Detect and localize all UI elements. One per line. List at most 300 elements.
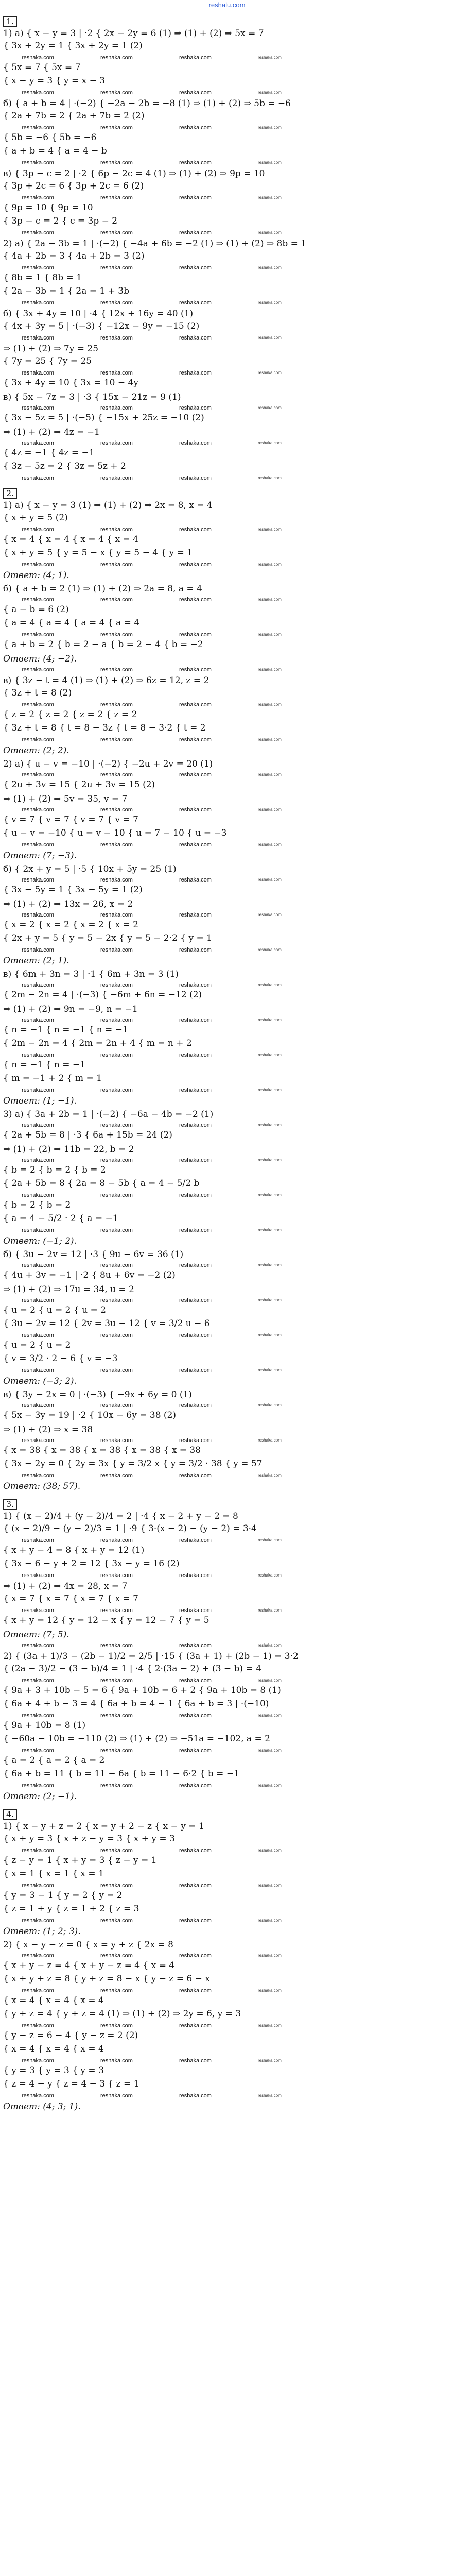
watermark-text: reshaka.com bbox=[257, 807, 282, 812]
watermark-text: reshaka.com bbox=[257, 1848, 282, 1853]
solution-line: { z − y = 1 { x + y = 3 { z − y = 1 bbox=[3, 1855, 157, 1866]
watermark-row bbox=[3, 946, 451, 954]
watermark-text: reshaka.com bbox=[179, 440, 212, 446]
solution-line: { 3x − 2y = 0 { 2y = 3x { y = 3/2 x { y = 3/2 · 38 { y = 57 bbox=[3, 1459, 263, 1469]
watermark-text: reshaka.com bbox=[179, 2058, 212, 2064]
watermark-text: reshaka.com bbox=[257, 1158, 282, 1162]
watermark-text: reshaka.com bbox=[22, 2058, 54, 2064]
watermark-row bbox=[3, 124, 451, 132]
solution-line: { y − z = 6 − 4 { y − z = 2 (2) bbox=[3, 2030, 138, 2041]
watermark-text: reshaka.com bbox=[179, 702, 212, 708]
solution-line: ⇒ (1) + (2) ⇒ 17u = 34, u = 2 bbox=[3, 1284, 134, 1295]
site-name[interactable]: reshalu.com bbox=[208, 1, 246, 9]
solution-line: { 3x + 4y = 10 { 3x = 10 − 4y bbox=[3, 378, 138, 388]
watermark-text: reshaka.com bbox=[257, 737, 282, 742]
watermark-row bbox=[3, 981, 451, 989]
watermark-row bbox=[3, 736, 451, 744]
watermark-text: reshaka.com bbox=[100, 55, 133, 61]
watermark-text: reshaka.com bbox=[100, 1437, 133, 1444]
watermark-text: reshaka.com bbox=[257, 632, 282, 637]
exercise-section bbox=[3, 488, 451, 1493]
watermark-text: reshaka.com bbox=[22, 125, 54, 131]
watermark-row bbox=[3, 159, 451, 167]
watermark-text: reshaka.com bbox=[257, 370, 282, 375]
watermark-text: reshaka.com bbox=[257, 562, 282, 567]
watermark-text: reshaka.com bbox=[22, 1748, 54, 1754]
watermark-text: reshaka.com bbox=[179, 1192, 212, 1198]
watermark-text: reshaka.com bbox=[22, 370, 54, 376]
watermark-text: reshaka.com bbox=[257, 667, 282, 672]
watermark-text: reshaka.com bbox=[179, 1017, 212, 1023]
watermark-text: reshaka.com bbox=[22, 667, 54, 673]
watermark-row bbox=[3, 1296, 451, 1304]
solution-line: в) { 3y − 2x = 0 | ·(−3) { −9x + 6y = 0 (1) bbox=[3, 1389, 192, 1400]
watermark-text: reshaka.com bbox=[22, 1332, 54, 1338]
watermark-text: reshaka.com bbox=[100, 2093, 133, 2099]
watermark-text: reshaka.com bbox=[257, 702, 282, 707]
watermark-text: reshaka.com bbox=[100, 1607, 133, 1614]
watermark-text: reshaka.com bbox=[100, 1297, 133, 1303]
watermark-text: reshaka.com bbox=[179, 1332, 212, 1338]
watermark-text: reshaka.com bbox=[257, 1298, 282, 1302]
watermark-text: reshaka.com bbox=[179, 1918, 212, 1924]
watermark-text: reshaka.com bbox=[257, 1333, 282, 1337]
watermark-text: reshaka.com bbox=[22, 1848, 54, 1854]
watermark-text: reshaka.com bbox=[257, 947, 282, 952]
watermark-text: reshaka.com bbox=[257, 597, 282, 602]
solution-line: { m = −1 + 2 { m = 1 bbox=[3, 1073, 102, 1083]
solution-line: { 9a + 3 + 10b − 5 = 6 { 9a + 10b = 6 + 2 { 9a + 10b = 8 (1) bbox=[3, 1685, 281, 1696]
solution-line: { 2a + 5b = 8 { 2a = 8 − 5b { a = 4 − 5/2 b bbox=[3, 1178, 200, 1189]
watermark-text: reshaka.com bbox=[100, 440, 133, 446]
watermark-row bbox=[3, 1747, 451, 1755]
watermark-text: reshaka.com bbox=[179, 982, 212, 988]
watermark-text: reshaka.com bbox=[179, 1713, 212, 1719]
watermark-text: reshaka.com bbox=[179, 1227, 212, 1233]
solution-line: { a = 2 { a = 2 { a = 2 bbox=[3, 1755, 105, 1766]
watermark-row bbox=[3, 1086, 451, 1094]
watermark-text: reshaka.com bbox=[22, 2093, 54, 2099]
solution-line: ⇒ (1) + (2) ⇒ 4z = −1 bbox=[3, 427, 100, 437]
solution-line: 2) a) { u − v = −10 | ·(−2) { −2u + 2v = 20 (1) bbox=[3, 759, 213, 769]
solution-line: { 2a − 3b = 1 { 2a = 1 + 3b bbox=[3, 286, 129, 296]
watermark-row bbox=[3, 1536, 451, 1545]
exercise-number: 2. bbox=[3, 488, 17, 499]
answer-line: Ответ: (38; 57). bbox=[3, 1481, 81, 1492]
watermark-row bbox=[3, 1641, 451, 1650]
watermark-text: reshaka.com bbox=[179, 2023, 212, 2029]
watermark-text: reshaka.com bbox=[100, 912, 133, 918]
watermark-text: reshaka.com bbox=[22, 1607, 54, 1614]
solution-line: в) { 6m + 3n = 3 | ·1 { 6m + 3n = 3 (1) bbox=[3, 969, 179, 979]
watermark-text: reshaka.com bbox=[257, 300, 282, 305]
watermark-text: reshaka.com bbox=[179, 1677, 212, 1684]
site-header bbox=[0, 0, 454, 12]
watermark-text: reshaka.com bbox=[22, 1122, 54, 1128]
solution-line: в) { 3p − c = 2 | ·2 { 6p − 2c = 4 (1) ⇒ (1) + (2) ⇒ 9p = 10 bbox=[3, 168, 265, 179]
exercise-number: 1. bbox=[3, 16, 17, 27]
solution-line: { 3p − c = 2 { c = 3p − 2 bbox=[3, 216, 118, 226]
watermark-text: reshaka.com bbox=[22, 1297, 54, 1303]
watermark-text: reshaka.com bbox=[257, 527, 282, 532]
watermark-text: reshaka.com bbox=[179, 807, 212, 813]
watermark-row bbox=[3, 1366, 451, 1375]
watermark-text: reshaka.com bbox=[179, 335, 212, 341]
solution-line: { 3p + 2c = 6 { 3p + 2c = 6 (2) bbox=[3, 181, 144, 191]
solution-line: { 2x + y = 5 { y = 5 − 2x { y = 5 − 2·2 { y = 1 bbox=[3, 933, 212, 943]
solution-line: 1) a) { x − y = 3 (1) ⇒ (1) + (2) ⇒ 2x = 8, x = 4 bbox=[3, 500, 213, 511]
watermark-row bbox=[3, 1016, 451, 1024]
solution-line: { x + y = 5 { y = 5 − x { y = 5 − 4 { y = 1 bbox=[3, 548, 193, 558]
watermark-text: reshaka.com bbox=[22, 1918, 54, 1924]
watermark-text: reshaka.com bbox=[257, 1538, 282, 1543]
answer-line: Ответ: (4; 1). bbox=[3, 570, 69, 581]
answer-line: Ответ: (1; −1). bbox=[3, 1096, 77, 1106]
watermark-text: reshaka.com bbox=[22, 1783, 54, 1789]
watermark-row bbox=[3, 1987, 451, 1995]
solution-line: { 3x − 6 − y + 2 = 12 { 3x − y = 16 (2) bbox=[3, 1558, 180, 1569]
solution-line: { x + y = 12 { y = 12 − x { y = 12 − 7 { y = 5 bbox=[3, 1615, 209, 1625]
exercise-section bbox=[3, 1499, 451, 1803]
solution-line: { y = 3 − 1 { y = 2 { y = 2 bbox=[3, 1890, 123, 1901]
watermark-text: reshaka.com bbox=[179, 1052, 212, 1058]
solution-line: ⇒ (1) + (2) ⇒ 11b = 22, b = 2 bbox=[3, 1144, 134, 1155]
watermark-text: reshaka.com bbox=[100, 2058, 133, 2064]
watermark-text: reshaka.com bbox=[179, 160, 212, 166]
watermark-text: reshaka.com bbox=[179, 370, 212, 376]
watermark-row bbox=[3, 771, 451, 779]
watermark-row bbox=[3, 1952, 451, 1960]
watermark-text: reshaka.com bbox=[257, 405, 282, 410]
watermark-text: reshaka.com bbox=[179, 1848, 212, 1854]
watermark-text: reshaka.com bbox=[22, 737, 54, 743]
watermark-text: reshaka.com bbox=[179, 300, 212, 306]
watermark-text: reshaka.com bbox=[22, 1537, 54, 1544]
answer-line: Ответ: (2; −1). bbox=[3, 1791, 77, 1802]
solution-line: 1) { x − y + z = 2 { x = y + 2 − z { x − y = 1 bbox=[3, 1821, 204, 1832]
watermark-row bbox=[3, 806, 451, 814]
watermark-row bbox=[3, 1782, 451, 1790]
watermark-text: reshaka.com bbox=[100, 1848, 133, 1854]
watermark-row bbox=[3, 1571, 451, 1580]
watermark-row bbox=[3, 194, 451, 202]
watermark-text: reshaka.com bbox=[257, 877, 282, 882]
solution-line: { a + b = 2 { b = 2 − a { b = 2 − 4 { b = −2 bbox=[3, 639, 203, 650]
watermark-text: reshaka.com bbox=[257, 982, 282, 987]
watermark-row bbox=[3, 911, 451, 919]
watermark-text: reshaka.com bbox=[179, 527, 212, 533]
answer-line: Ответ: (4; 3; 1). bbox=[3, 2102, 81, 2112]
solution-line: { u − v = −10 { u = v − 10 { u = 7 − 10 { u = −3 bbox=[3, 828, 227, 838]
watermark-text: reshaka.com bbox=[22, 1157, 54, 1163]
watermark-text: reshaka.com bbox=[179, 1748, 212, 1754]
watermark-text: reshaka.com bbox=[100, 1713, 133, 1719]
watermark-text: reshaka.com bbox=[100, 335, 133, 341]
watermark-text: reshaka.com bbox=[22, 300, 54, 306]
watermark-text: reshaka.com bbox=[22, 877, 54, 883]
watermark-row bbox=[3, 1121, 451, 1129]
watermark-text: reshaka.com bbox=[100, 160, 133, 166]
watermark-row bbox=[3, 1846, 451, 1855]
watermark-text: reshaka.com bbox=[179, 230, 212, 236]
solution-line: 2) { x − y − z = 0 { x = y + z { 2x = 8 bbox=[3, 1940, 173, 1950]
watermark-row bbox=[3, 1471, 451, 1480]
watermark-text: reshaka.com bbox=[100, 405, 133, 411]
watermark-text: reshaka.com bbox=[257, 2058, 282, 2063]
exercise-number: 3. bbox=[3, 1499, 17, 1510]
solution-line: { −60a − 10b = −110 (2) ⇒ (1) + (2) ⇒ −51a = −102, a = 2 bbox=[3, 1734, 270, 1744]
solution-line: ⇒ (1) + (2) ⇒ 7y = 25 bbox=[3, 344, 99, 354]
watermark-text: reshaka.com bbox=[22, 1437, 54, 1444]
watermark-text: reshaka.com bbox=[22, 1262, 54, 1268]
watermark-text: reshaka.com bbox=[100, 90, 133, 96]
watermark-text: reshaka.com bbox=[100, 1883, 133, 1889]
watermark-row bbox=[3, 1401, 451, 1410]
solution-line: { 8b = 1 { 8b = 1 bbox=[3, 273, 82, 283]
watermark-text: reshaka.com bbox=[179, 877, 212, 883]
watermark-text: reshaka.com bbox=[100, 877, 133, 883]
solution-line: { 4u + 3v = −1 | ·2 { 8u + 6v = −2 (2) bbox=[3, 1270, 176, 1280]
solution-line: { 3x + 2y = 1 { 3x + 2y = 1 (2) bbox=[3, 41, 143, 51]
watermark-text: reshaka.com bbox=[257, 90, 282, 95]
watermark-text: reshaka.com bbox=[100, 125, 133, 131]
solution-line: ⇒ (1) + (2) ⇒ 13x = 26, x = 2 bbox=[3, 899, 133, 909]
watermark-text: reshaka.com bbox=[179, 265, 212, 271]
watermark-text: reshaka.com bbox=[179, 947, 212, 953]
solution-line: { x = 4 { x = 4 { x = 4 bbox=[3, 2044, 104, 2054]
watermark-text: reshaka.com bbox=[100, 982, 133, 988]
watermark-text: reshaka.com bbox=[22, 1402, 54, 1409]
solution-line: { 2a + 5b = 8 | ·3 { 6a + 15b = 24 (2) bbox=[3, 1130, 172, 1140]
watermark-text: reshaka.com bbox=[179, 475, 212, 481]
watermark-text: reshaka.com bbox=[22, 1713, 54, 1719]
watermark-row bbox=[3, 1051, 451, 1059]
solution-line: { v = 7 { v = 7 { v = 7 { v = 7 bbox=[3, 815, 138, 825]
solution-line: б) { a + b = 2 (1) ⇒ (1) + (2) ⇒ 2a = 8, a = 4 bbox=[3, 584, 202, 594]
watermark-text: reshaka.com bbox=[100, 1017, 133, 1023]
watermark-text: reshaka.com bbox=[100, 1918, 133, 1924]
watermark-text: reshaka.com bbox=[22, 982, 54, 988]
watermark-text: reshaka.com bbox=[179, 1607, 212, 1614]
watermark-text: reshaka.com bbox=[22, 842, 54, 848]
watermark-text: reshaka.com bbox=[179, 1122, 212, 1128]
watermark-text: reshaka.com bbox=[179, 125, 212, 131]
watermark-row bbox=[3, 596, 451, 604]
watermark-text: reshaka.com bbox=[100, 807, 133, 813]
watermark-text: reshaka.com bbox=[100, 1157, 133, 1163]
answer-line: Ответ: (2; 1). bbox=[3, 956, 69, 966]
watermark-row bbox=[3, 1191, 451, 1199]
watermark-row bbox=[3, 841, 451, 849]
watermark-text: reshaka.com bbox=[100, 1642, 133, 1649]
watermark-text: reshaka.com bbox=[22, 90, 54, 96]
solution-line: в) { 3z − t = 4 (1) ⇒ (1) + (2) ⇒ 6z = 12, z = 2 bbox=[3, 675, 209, 686]
solution-line: { 4a + 2b = 3 { 4a + 2b = 3 (2) bbox=[3, 251, 145, 261]
solution-line: { 2m − 2n = 4 { 2m = 2n + 4 { m = n + 2 bbox=[3, 1038, 192, 1048]
watermark-text: reshaka.com bbox=[100, 230, 133, 236]
watermark-text: reshaka.com bbox=[100, 527, 133, 533]
solution-line: { b = 2 { b = 2 bbox=[3, 1200, 71, 1210]
watermark-text: reshaka.com bbox=[22, 405, 54, 411]
watermark-text: reshaka.com bbox=[257, 195, 282, 200]
watermark-text: reshaka.com bbox=[257, 1783, 282, 1788]
watermark-text: reshaka.com bbox=[100, 370, 133, 376]
answer-line: Ответ: (2; 2). bbox=[3, 745, 69, 756]
solution-line: { 3z − 5z = 2 { 3z = 5z + 2 bbox=[3, 461, 126, 471]
watermark-text: reshaka.com bbox=[257, 842, 282, 847]
watermark-text: reshaka.com bbox=[257, 230, 282, 235]
watermark-text: reshaka.com bbox=[100, 300, 133, 306]
watermark-text: reshaka.com bbox=[100, 1953, 133, 1959]
solution-line: { 3u − 2v = 12 { 2v = 3u − 12 { v = 3/2 u − 6 bbox=[3, 1318, 210, 1329]
watermark-text: reshaka.com bbox=[257, 1018, 282, 1022]
watermark-text: reshaka.com bbox=[22, 230, 54, 236]
watermark-row bbox=[3, 666, 451, 674]
solution-line: в) { 5x − 7z = 3 | ·3 { 15x − 21z = 9 (1) bbox=[3, 392, 181, 402]
watermark-text: reshaka.com bbox=[179, 1883, 212, 1889]
watermark-text: reshaka.com bbox=[257, 2023, 282, 2028]
answer-line: Ответ: (−1; 2). bbox=[3, 1236, 77, 1246]
watermark-text: reshaka.com bbox=[22, 160, 54, 166]
solution-line: 2) { (3a + 1)/3 − (2b − 1)/2 = 2/5 | ·15 { (3a + 1) + (2b − 1) = 3·2 bbox=[3, 1651, 299, 1662]
solution-line: { 4x + 3y = 5 | ·(−3) { −12x − 9y = −15 (2) bbox=[3, 321, 200, 331]
watermark-text: reshaka.com bbox=[100, 475, 133, 481]
watermark-text: reshaka.com bbox=[22, 475, 54, 481]
watermark-row bbox=[3, 2057, 451, 2065]
watermark-text: reshaka.com bbox=[100, 1227, 133, 1233]
watermark-text: reshaka.com bbox=[257, 1918, 282, 1923]
watermark-text: reshaka.com bbox=[257, 1643, 282, 1648]
watermark-text: reshaka.com bbox=[257, 2093, 282, 2098]
solution-line: { 5x − 3y = 19 | ·2 { 10x − 6y = 38 (2) bbox=[3, 1410, 177, 1420]
watermark-text: reshaka.com bbox=[100, 632, 133, 638]
watermark-text: reshaka.com bbox=[100, 667, 133, 673]
solution-line: { 9a + 10b = 8 (1) bbox=[3, 1720, 86, 1731]
answer-line: Ответ: (1; 2; 3). bbox=[3, 1926, 81, 1937]
watermark-text: reshaka.com bbox=[257, 160, 282, 165]
watermark-text: reshaka.com bbox=[257, 1748, 282, 1753]
watermark-text: reshaka.com bbox=[257, 55, 282, 60]
watermark-row bbox=[3, 334, 451, 342]
watermark-text: reshaka.com bbox=[22, 1087, 54, 1093]
watermark-text: reshaka.com bbox=[22, 265, 54, 271]
watermark-text: reshaka.com bbox=[257, 1883, 282, 1888]
watermark-text: reshaka.com bbox=[100, 842, 133, 848]
watermark-text: reshaka.com bbox=[179, 667, 212, 673]
watermark-text: reshaka.com bbox=[100, 562, 133, 568]
watermark-text: reshaka.com bbox=[179, 1988, 212, 1994]
watermark-text: reshaka.com bbox=[257, 1988, 282, 1993]
solution-line: { 3x − 5z = 5 | ·(−5) { −15x + 25z = −10 (2) bbox=[3, 413, 204, 423]
watermark-row bbox=[3, 439, 451, 447]
watermark-text: reshaka.com bbox=[257, 476, 282, 480]
watermark-text: reshaka.com bbox=[22, 772, 54, 778]
solution-line: { n = −1 { n = −1 { n = −1 bbox=[3, 1025, 128, 1035]
answer-line: Ответ: (−3; 2). bbox=[3, 1376, 77, 1386]
exercise-section bbox=[3, 16, 451, 482]
solution-line: { x − y = 3 { y = x − 3 bbox=[3, 76, 106, 86]
watermark-text: reshaka.com bbox=[257, 1123, 282, 1127]
solution-line: { 4z = −1 { 4z = −1 bbox=[3, 448, 95, 458]
watermark-text: reshaka.com bbox=[22, 1677, 54, 1684]
answer-line: Ответ: (7; 5). bbox=[3, 1630, 69, 1640]
watermark-text: reshaka.com bbox=[22, 1052, 54, 1058]
solution-line: { b = 2 { b = 2 { b = 2 bbox=[3, 1165, 106, 1175]
watermark-text: reshaka.com bbox=[100, 1537, 133, 1544]
watermark-text: reshaka.com bbox=[179, 55, 212, 61]
watermark-text: reshaka.com bbox=[179, 1642, 212, 1649]
watermark-text: reshaka.com bbox=[100, 947, 133, 953]
solution-line: б) { 2x + y = 5 | ·5 { 10x + 5y = 25 (1) bbox=[3, 864, 177, 874]
watermark-row bbox=[3, 526, 451, 534]
watermark-text: reshaka.com bbox=[100, 772, 133, 778]
watermark-text: reshaka.com bbox=[100, 1192, 133, 1198]
watermark-row bbox=[3, 404, 451, 412]
watermark-text: reshaka.com bbox=[100, 1367, 133, 1374]
solution-line: { x + y + z = 8 { y + z = 8 − x { y − z = 6 − x bbox=[3, 1974, 210, 1984]
solution-line: { 3z + t = 8 { t = 8 − 3z { t = 8 − 3·2 { t = 2 bbox=[3, 723, 206, 733]
solution-line: { 2m − 2n = 4 | ·(−3) { −6m + 6n = −12 (2) bbox=[3, 990, 202, 1000]
watermark-text: reshaka.com bbox=[100, 1677, 133, 1684]
watermark-text: reshaka.com bbox=[100, 1472, 133, 1479]
exercise-number: 4. bbox=[3, 1809, 17, 1820]
solution-line: { 3x − 5y = 1 { 3x − 5y = 1 (2) bbox=[3, 885, 143, 895]
watermark-text: reshaka.com bbox=[179, 597, 212, 603]
watermark-text: reshaka.com bbox=[100, 1052, 133, 1058]
watermark-text: reshaka.com bbox=[257, 1368, 282, 1372]
solution-line: ⇒ (1) + (2) ⇒ 5v = 35, v = 7 bbox=[3, 794, 128, 804]
watermark-text: reshaka.com bbox=[179, 1783, 212, 1789]
watermark-text: reshaka.com bbox=[22, 1988, 54, 1994]
watermark-row bbox=[3, 1436, 451, 1445]
watermark-text: reshaka.com bbox=[22, 1883, 54, 1889]
watermark-text: reshaka.com bbox=[22, 632, 54, 638]
watermark-row bbox=[3, 474, 451, 482]
watermark-row bbox=[3, 1226, 451, 1234]
watermark-text: reshaka.com bbox=[257, 265, 282, 270]
solution-line: б) { 3u − 2v = 12 | ·3 { 9u − 6v = 36 (1) bbox=[3, 1249, 184, 1260]
watermark-text: reshaka.com bbox=[100, 1783, 133, 1789]
watermark-text: reshaka.com bbox=[22, 1227, 54, 1233]
solution-document bbox=[0, 16, 454, 2113]
watermark-row bbox=[3, 2092, 451, 2100]
watermark-row bbox=[3, 1676, 451, 1685]
solution-line: { x = 7 { x = 7 { x = 7 { x = 7 bbox=[3, 1594, 138, 1604]
watermark-text: reshaka.com bbox=[179, 1537, 212, 1544]
watermark-text: reshaka.com bbox=[22, 947, 54, 953]
watermark-row bbox=[3, 1882, 451, 1890]
watermark-text: reshaka.com bbox=[100, 1332, 133, 1338]
solution-line: { x = 2 { x = 2 { x = 2 { x = 2 bbox=[3, 920, 138, 930]
solution-line: { u = 2 { u = 2 bbox=[3, 1340, 71, 1350]
watermark-text: reshaka.com bbox=[100, 702, 133, 708]
watermark-text: reshaka.com bbox=[257, 1438, 282, 1443]
solution-line: { 3z + t = 8 (2) bbox=[3, 688, 72, 698]
watermark-text: reshaka.com bbox=[22, 1472, 54, 1479]
watermark-text: reshaka.com bbox=[22, 702, 54, 708]
solution-line: { 5x = 7 { 5x = 7 bbox=[3, 62, 81, 73]
solution-line: { (2a − 3)/2 − (3 − b)/4 = 1 | ·4 { 2·(3a − 2) + (3 − b) = 4 bbox=[3, 1664, 261, 1674]
watermark-row bbox=[3, 701, 451, 709]
watermark-text: reshaka.com bbox=[179, 1472, 212, 1479]
watermark-text: reshaka.com bbox=[100, 195, 133, 201]
solution-line: 1) a) { x − y = 3 | ·2 { 2x − 2y = 6 (1) ⇒ (1) + (2) ⇒ 5x = 7 bbox=[3, 28, 264, 39]
watermark-text: reshaka.com bbox=[22, 195, 54, 201]
solution-line: ⇒ (1) + (2) ⇒ 4x = 28, x = 7 bbox=[3, 1581, 128, 1591]
watermark-row bbox=[3, 264, 451, 272]
solution-line: { 9p = 10 { 9p = 10 bbox=[3, 202, 93, 213]
watermark-text: reshaka.com bbox=[257, 440, 282, 445]
